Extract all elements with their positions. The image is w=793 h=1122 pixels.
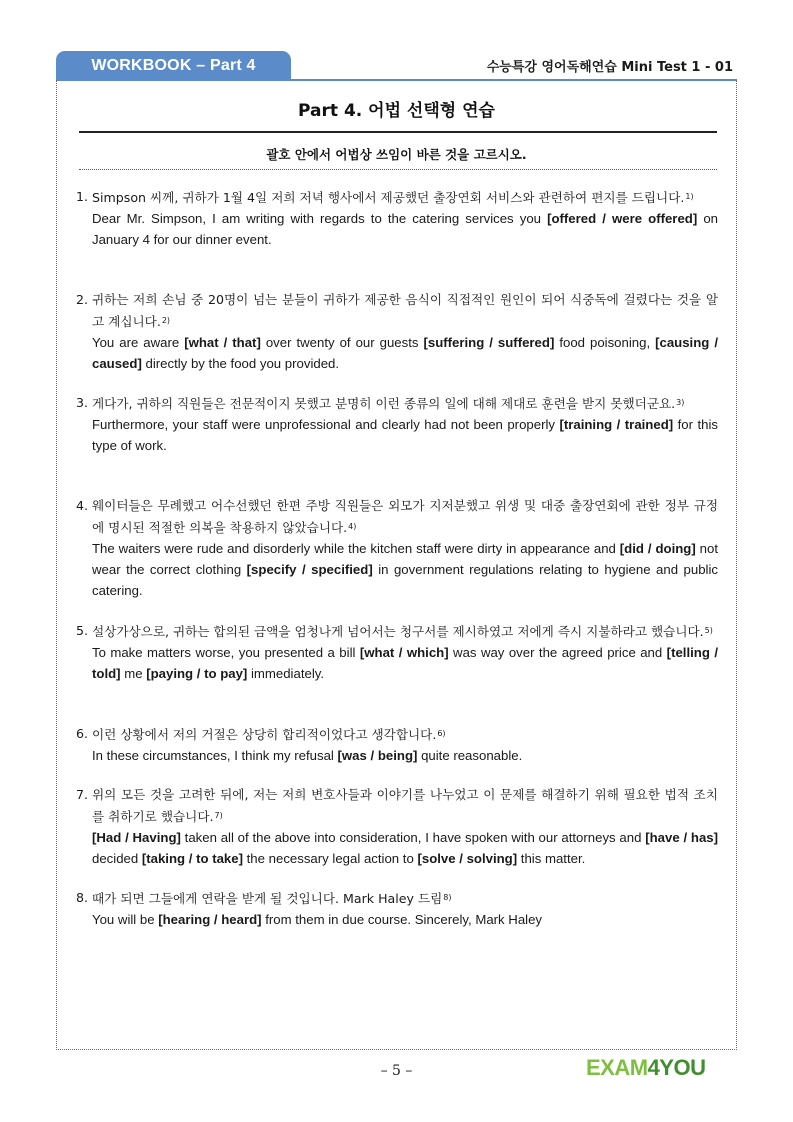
korean-text: 이런 상황에서 저의 거절은 상당히 합리적이었다고 생각합니다. bbox=[92, 727, 437, 742]
korean-sentence bbox=[92, 723, 718, 745]
korean-sentence bbox=[92, 784, 718, 827]
footnote-ref: 4) bbox=[348, 522, 357, 531]
answer-choice: [paying / to pay] bbox=[146, 666, 248, 681]
question-item bbox=[76, 392, 718, 456]
question-item bbox=[76, 186, 718, 250]
english-text: not wear the correct clothing bbox=[92, 541, 719, 577]
question-item bbox=[76, 495, 718, 601]
english-text: over twenty of our guests bbox=[260, 335, 424, 350]
answer-choice: [suffering / suffered] bbox=[423, 335, 555, 350]
korean-text: 게다가, 귀하의 직원들은 전문적이지 못했고 분명히 이런 종류의 일에 대해 제대로 훈련을 받지 못했더군요. bbox=[92, 396, 676, 411]
english-text: Dear Mr. Simpson, I am writing with regards to the catering services you bbox=[92, 211, 548, 226]
answer-choice: [training / trained] bbox=[559, 417, 674, 432]
footnote-ref: 6) bbox=[437, 729, 446, 738]
question-item bbox=[76, 289, 718, 374]
footnote-ref: 3) bbox=[676, 398, 685, 407]
korean-text: 때가 되면 그들에게 연락을 받게 될 것입니다. Mark Haley 드림 bbox=[92, 891, 443, 906]
english-text: The waiters were rude and disorderly while the kitchen staff were dirty in appearance and bbox=[92, 541, 620, 556]
english-sentence bbox=[92, 745, 718, 766]
answer-choice: [specify / specified] bbox=[246, 562, 373, 577]
answer-choice: [what / that] bbox=[184, 335, 261, 350]
answer-choice: [Had / Having] bbox=[92, 830, 181, 845]
exam4you-logo bbox=[586, 1056, 705, 1080]
question-number: 8. bbox=[76, 890, 89, 905]
english-sentence bbox=[92, 827, 718, 869]
question-item bbox=[76, 723, 718, 766]
korean-text: 귀하는 저희 손님 중 20명이 넘는 분들이 귀하가 제공한 음식이 직접적인 원인이 되어 식중독에 걸렸다는 것을 알고 계십니다. bbox=[92, 292, 718, 329]
question-number: 6. bbox=[76, 726, 89, 741]
footnote-ref: 1) bbox=[685, 192, 694, 201]
english-sentence bbox=[92, 642, 718, 684]
english-text: me bbox=[120, 666, 147, 681]
korean-text: 웨이터들은 무례했고 어수선했던 한편 주방 직원들은 외모가 지저분했고 위생 및 대중 출장연회에 관한 정부 규정에 명시된 적절한 의복을 착용하지 않았습니다. bbox=[92, 498, 718, 535]
footnote-ref: 5) bbox=[704, 626, 713, 635]
answer-choice: [offered / were offered] bbox=[547, 211, 698, 226]
header-title: 수능특강 영어독해연습 Mini Test 1 - 01 bbox=[486, 60, 733, 75]
answer-choice: [was / being] bbox=[337, 748, 418, 763]
korean-text: Simpson 씨께, 귀하가 1월 4일 저희 저녁 행사에서 제공했던 출장연회 서비스와 관련하여 편지를 드립니다. bbox=[92, 190, 685, 205]
instruction-divider bbox=[79, 169, 717, 170]
english-text: In these circumstances, I think my refusal bbox=[92, 748, 338, 763]
question-number: 5. bbox=[76, 623, 89, 638]
korean-text: 설상가상으로, 귀하는 합의된 금액을 엄청나게 넘어서는 청구서를 제시하였고 저에게 즉시 지불하라고 했습니다. bbox=[92, 624, 704, 639]
english-text: You will be bbox=[92, 912, 159, 927]
english-text: decided bbox=[92, 851, 142, 866]
english-text: immediately. bbox=[247, 666, 325, 681]
english-text: You are aware bbox=[92, 335, 185, 350]
english-text: this matter. bbox=[517, 851, 586, 866]
english-text: food poisoning, bbox=[554, 335, 656, 350]
question-item bbox=[76, 620, 718, 684]
workbook-tab: WORKBOOK – Part 4 bbox=[56, 51, 291, 80]
english-sentence bbox=[92, 332, 718, 374]
question-number: 4. bbox=[76, 498, 89, 513]
english-text: quite reasonable. bbox=[417, 748, 523, 763]
english-text: for this type of work. bbox=[92, 417, 718, 453]
question-item bbox=[76, 887, 718, 930]
page-number: – 5 – bbox=[380, 1063, 413, 1079]
korean-sentence bbox=[92, 392, 718, 414]
korean-sentence bbox=[92, 495, 718, 538]
instruction: 괄호 안에서 어법상 쓰임이 바른 것을 고르시오. bbox=[266, 147, 527, 162]
english-text: from them in due course. Sincerely, Mark Haley bbox=[261, 912, 543, 927]
question-number: 2. bbox=[76, 292, 89, 307]
english-text: directly by the food you provided. bbox=[141, 356, 340, 371]
answer-choice: [taking / to take] bbox=[141, 851, 243, 866]
english-text: was way over the agreed price and bbox=[448, 645, 667, 660]
english-text: taken all of the above into consideration, I have spoken with our attorneys and bbox=[180, 830, 646, 845]
question-item bbox=[76, 784, 718, 869]
english-text: Furthermore, your staff were unprofessional and clearly had not been properly bbox=[92, 417, 560, 432]
logo-part1: EXAM bbox=[586, 1055, 648, 1080]
answer-choice: [did / doing] bbox=[619, 541, 696, 556]
question-number: 1. bbox=[76, 189, 89, 204]
english-text: the necessary legal action to bbox=[242, 851, 418, 866]
question-number: 7. bbox=[76, 787, 89, 802]
english-text: To make matters worse, you presented a bill bbox=[92, 645, 360, 660]
footnote-ref: 2) bbox=[161, 316, 171, 325]
english-text: on January 4 for our dinner event. bbox=[92, 211, 718, 247]
english-text: in government regulations relating to hygiene and public catering. bbox=[92, 562, 718, 598]
answer-choice: [have / has] bbox=[645, 830, 719, 845]
english-sentence bbox=[92, 208, 718, 250]
answer-choice: [what / which] bbox=[359, 645, 449, 660]
korean-sentence bbox=[92, 289, 718, 332]
footnote-ref: 7) bbox=[214, 811, 223, 820]
korean-sentence bbox=[92, 887, 718, 909]
english-sentence bbox=[92, 538, 718, 601]
logo-part2: 4YOU bbox=[647, 1055, 706, 1080]
question-number: 3. bbox=[76, 395, 89, 410]
part-title: Part 4. 어법 선택형 연습 bbox=[298, 101, 495, 121]
answer-choice: [causing / caused] bbox=[92, 335, 718, 371]
title-divider bbox=[79, 131, 717, 133]
footnote-ref: 8) bbox=[443, 893, 452, 902]
korean-sentence bbox=[92, 186, 718, 208]
korean-text: 위의 모든 것을 고려한 뒤에, 저는 저희 변호사들과 이야기를 나누었고 이 문제를 해결하기 위해 필요한 법적 조치를 취하기로 했습니다. bbox=[92, 787, 718, 824]
answer-choice: [telling / told] bbox=[92, 645, 718, 681]
english-sentence bbox=[92, 909, 718, 930]
answer-choice: [hearing / heard] bbox=[158, 912, 262, 927]
english-sentence bbox=[92, 414, 718, 456]
korean-sentence bbox=[92, 620, 718, 642]
answer-choice: [solve / solving] bbox=[417, 851, 518, 866]
